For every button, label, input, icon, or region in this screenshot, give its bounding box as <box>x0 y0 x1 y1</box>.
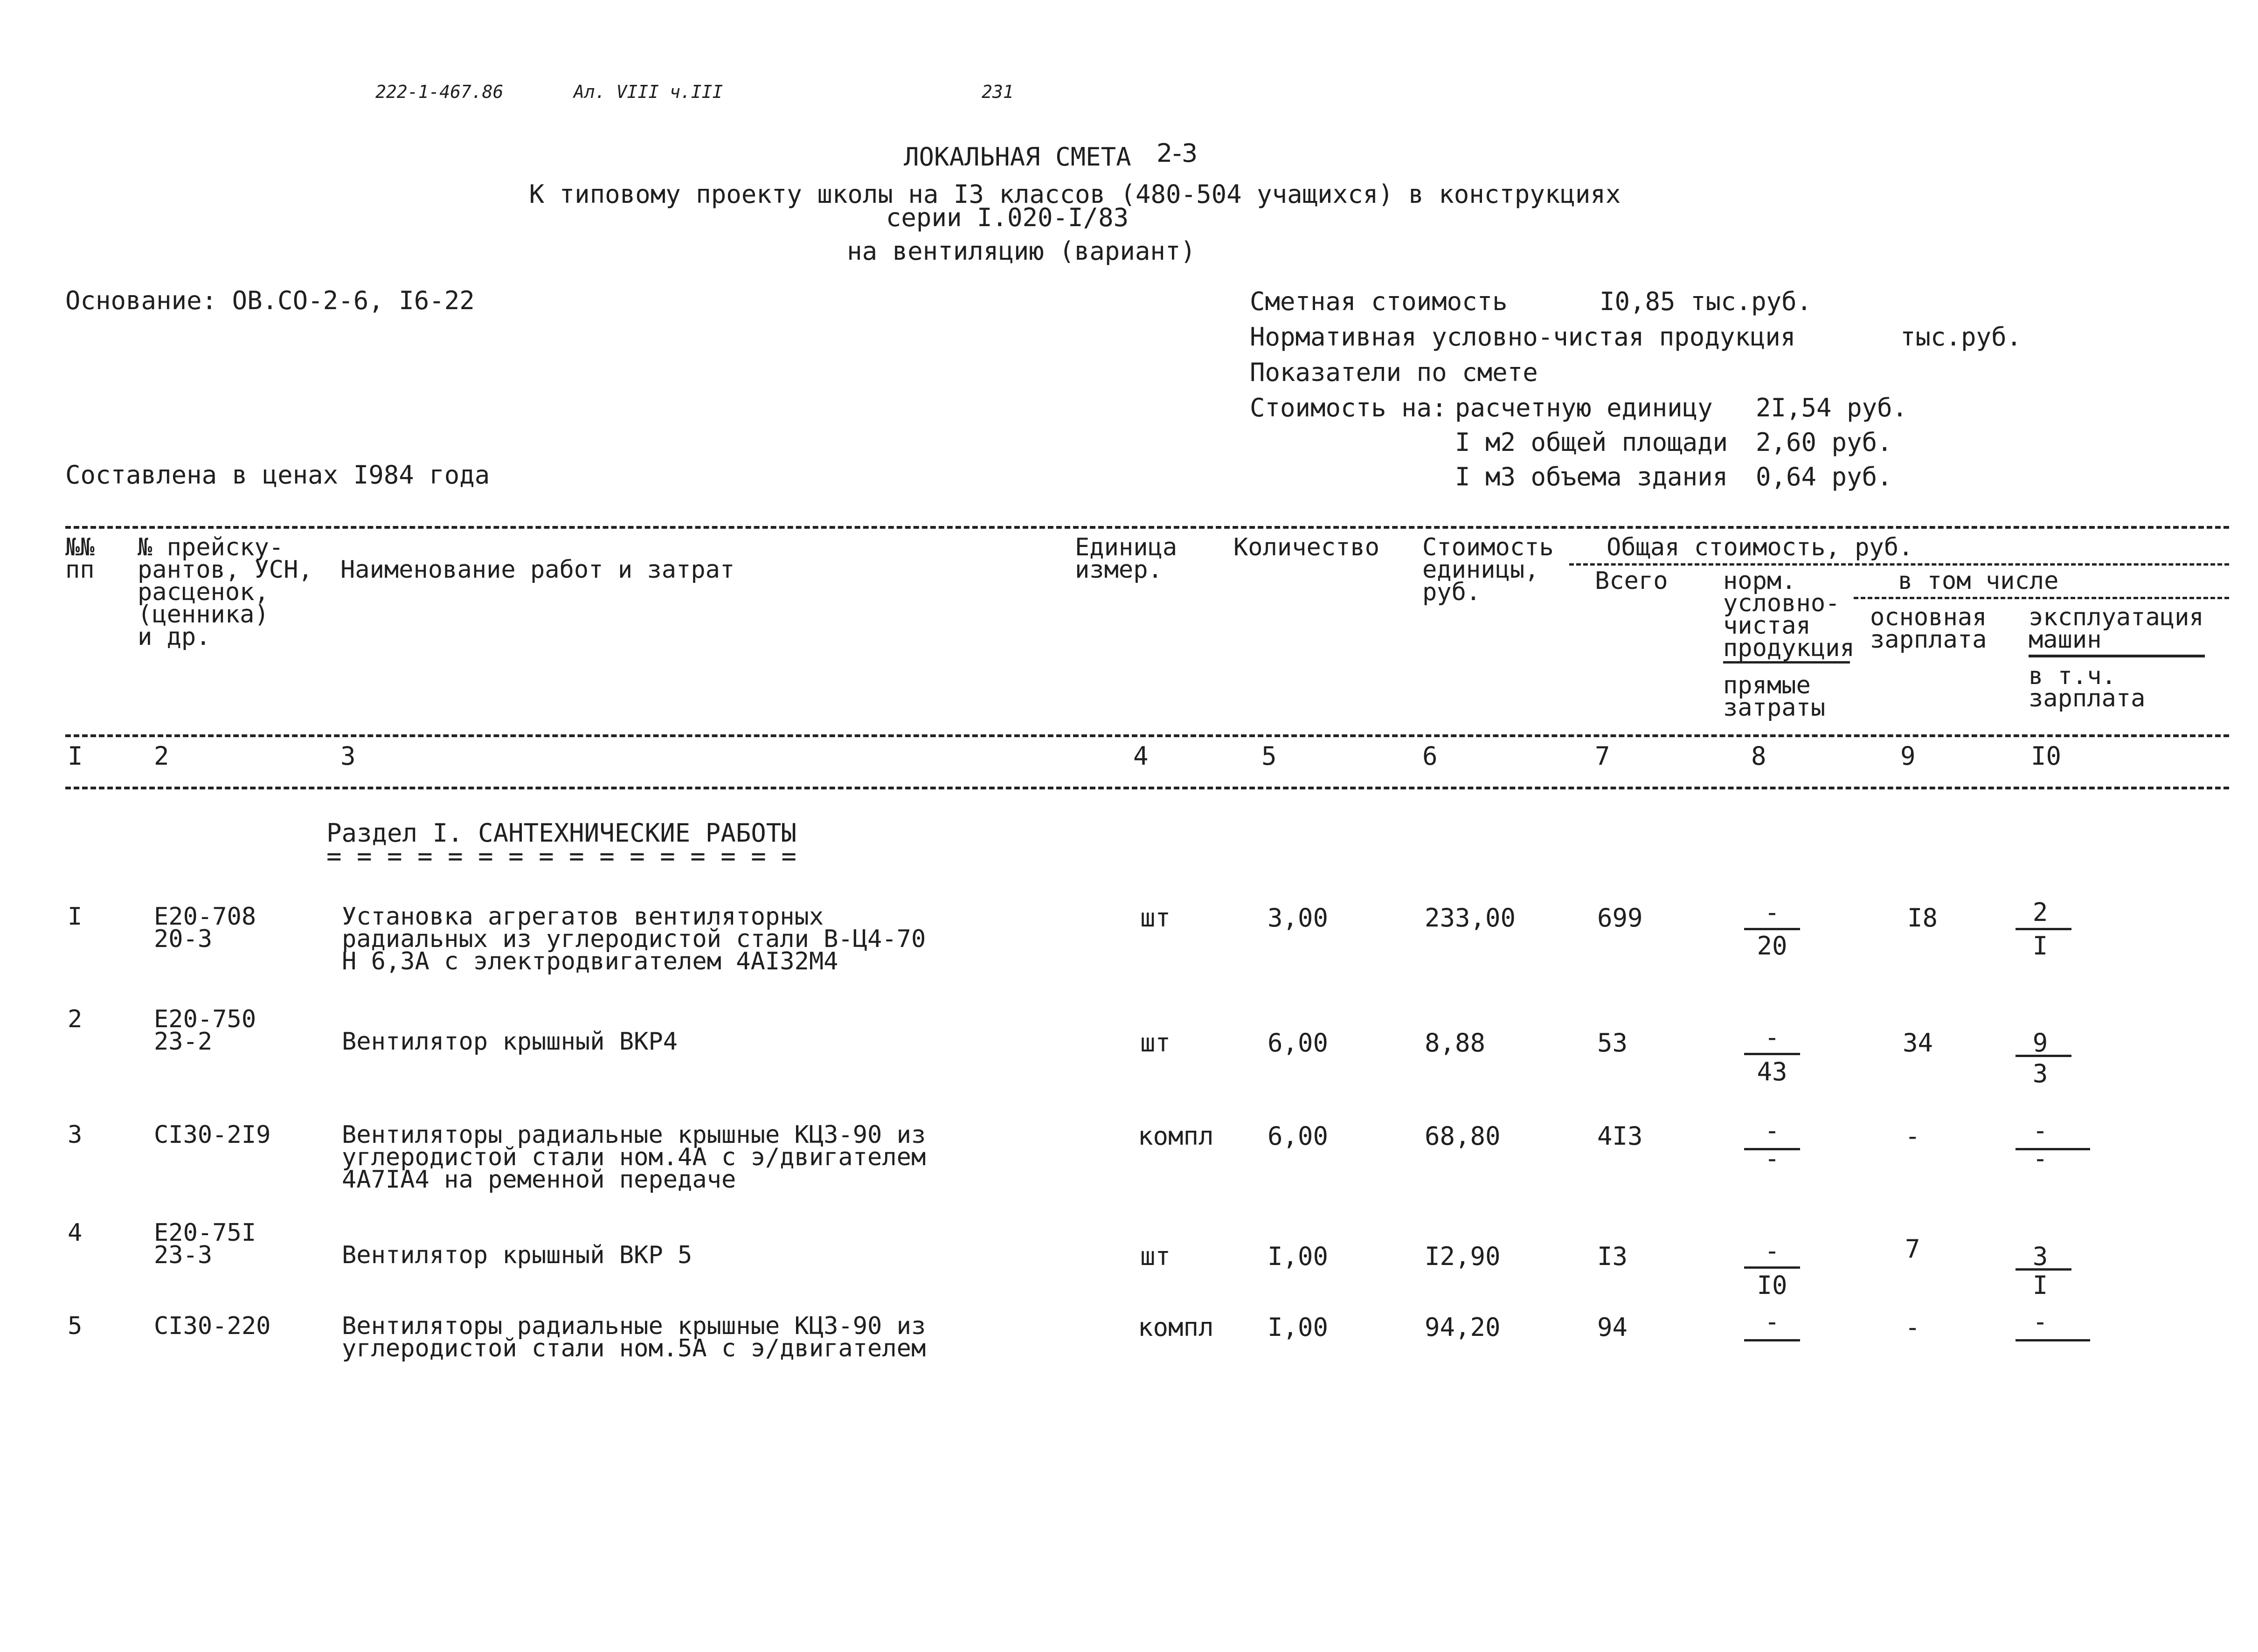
col-header-machine-operation: эксплуатация <box>2029 603 2204 631</box>
col-number: I <box>68 741 83 771</box>
row-number: 4 <box>68 1219 83 1247</box>
floor-area-value: 2,60 руб. <box>1756 428 1892 457</box>
row-price-ref: СI30-2I9 <box>154 1121 271 1149</box>
row-price-ref: СI30-220 <box>154 1312 271 1340</box>
basis-reference: Основание: ОВ.СО-2-6, I6-22 <box>65 286 475 315</box>
row-machine-salary: I <box>2032 1271 2048 1300</box>
fraction-bar <box>2016 1055 2071 1057</box>
row-machine-salary: - <box>2032 1144 2048 1173</box>
row-base-salary: 34 <box>1903 1028 1933 1058</box>
row-number: 3 <box>68 1121 83 1149</box>
col-header-direct-costs: прямые затраты <box>1723 671 1826 722</box>
row-machine-salary: 3 <box>2032 1059 2048 1088</box>
row-number: I <box>68 903 83 931</box>
cost-per-label: Стоимость на: <box>1250 393 1447 422</box>
section-title-underline: = = = = = = = = = = = = = = = = <box>326 842 797 871</box>
row-norm-output: - <box>1764 1236 1780 1265</box>
estimated-cost-label: Сметная стоимость <box>1250 287 1508 316</box>
col-header-price-ref: № прейску- рантов, УСН, расценок, (ценника) и др. <box>138 533 313 651</box>
header-mid-rule <box>65 734 2229 737</box>
row-number: 2 <box>68 1005 83 1033</box>
row-work-name: Вентилятор крышный ВКР4 <box>342 1028 678 1056</box>
row-unit: компл <box>1138 1121 1214 1151</box>
row-base-salary: - <box>1905 1313 1920 1342</box>
row-total: 94 <box>1597 1313 1628 1342</box>
row-total: I3 <box>1597 1242 1628 1271</box>
indicators-label: Показатели по смете <box>1250 358 1538 387</box>
subtitle-series: серии I.020-I/83 <box>886 203 1129 232</box>
row-unit: шт <box>1140 1242 1171 1271</box>
row-unit: шт <box>1140 1028 1171 1058</box>
col-number: 7 <box>1595 741 1610 771</box>
row-machine-cost: 2 <box>2032 898 2048 927</box>
row-price-ref: Е20-75I 23-3 <box>154 1219 256 1269</box>
row-quantity: 6,00 <box>1268 1028 1329 1058</box>
calc-unit-value: 2I,54 руб. <box>1756 393 1908 422</box>
album-reference: Ал. VIII ч.III <box>574 82 723 102</box>
col-header-number: №№ пп <box>65 533 95 584</box>
price-level-note: Составлена в ценах I984 года <box>65 460 490 490</box>
normative-output-unit: тыс.руб. <box>1900 322 2022 352</box>
col-header-total: Всего <box>1595 567 1668 595</box>
row-total: 4I3 <box>1597 1121 1643 1151</box>
col-number: 3 <box>340 741 356 771</box>
row-quantity: I,00 <box>1268 1242 1329 1271</box>
col-number: 8 <box>1751 741 1766 771</box>
col-header-total-cost-group: Общая стоимость, руб. <box>1607 533 1913 561</box>
col-header-base-salary: основная зарплата <box>1870 603 1987 654</box>
fraction-bar <box>1744 1053 1800 1055</box>
col-header-norm-cond: условно- чистая <box>1723 589 1840 640</box>
page-title: ЛОКАЛЬНАЯ СМЕТА <box>904 142 1131 172</box>
estimated-cost-value: I0,85 тыс.руб. <box>1600 287 1812 316</box>
row-base-salary: I8 <box>1907 903 1938 933</box>
fraction-bar <box>2016 928 2071 930</box>
row-machine-cost: - <box>2032 1116 2048 1145</box>
header-bottom-rule <box>65 787 2229 789</box>
subtitle-section: на вентиляцию (вариант) <box>847 236 1196 266</box>
row-base-salary: - <box>1905 1121 1920 1151</box>
fraction-bar <box>2016 1339 2090 1341</box>
col-header-incl-salary: в т.ч. зарплата <box>2029 662 2146 712</box>
including-group-rule <box>1854 597 2229 599</box>
row-machine-cost: - <box>2032 1307 2048 1336</box>
col-header-norm-output: продукция <box>1723 634 1855 662</box>
calc-unit-label: расчетную единицу <box>1455 393 1713 422</box>
col-number: 6 <box>1422 741 1438 771</box>
row-number: 5 <box>68 1312 83 1340</box>
fraction-bar <box>1744 1266 1800 1269</box>
section-title: Раздел I. САНТЕХНИЧЕСКИЕ РАБОТЫ <box>326 818 797 848</box>
row-total: 53 <box>1597 1028 1628 1058</box>
row-direct-costs: - <box>1764 1144 1780 1173</box>
col-header-work-name: Наименование работ и затрат <box>340 556 735 584</box>
row-direct-costs: 43 <box>1757 1057 1787 1086</box>
row-unit-cost: 8,88 <box>1425 1028 1486 1058</box>
col-header-machines: машин <box>2029 626 2102 654</box>
row-work-name: Вентиляторы радиальные крышные КЦЗ-90 из углеродистой стали ном.4А с э/двигателем 4А7IА4 на ременной передаче <box>342 1121 926 1194</box>
fraction-bar <box>1744 1339 1800 1341</box>
row-norm-output: - <box>1764 898 1780 927</box>
total-group-rule <box>1569 563 2229 566</box>
row-price-ref: Е20-708 20-3 <box>154 903 256 953</box>
building-volume-label: I м3 объема здания <box>1455 462 1728 491</box>
document-code: 222-1-467.86 <box>375 82 504 102</box>
row-unit-cost: 233,00 <box>1425 903 1516 933</box>
fraction-bar <box>2016 1148 2090 1150</box>
col-number: 2 <box>154 741 169 771</box>
row-norm-output: - <box>1764 1307 1780 1336</box>
machines-underline <box>2029 655 2205 657</box>
col-header-including-group: в том числе <box>1898 567 2059 595</box>
row-base-salary: 7 <box>1905 1234 1920 1264</box>
row-total: 699 <box>1597 903 1643 933</box>
row-unit-cost: I2,90 <box>1425 1242 1501 1271</box>
row-direct-costs: 20 <box>1757 931 1787 961</box>
row-price-ref: Е20-750 23-2 <box>154 1005 256 1056</box>
row-norm-output: - <box>1764 1023 1780 1052</box>
header-top-rule <box>65 526 2229 529</box>
row-quantity: 3,00 <box>1268 903 1329 933</box>
row-direct-costs: I0 <box>1757 1271 1787 1300</box>
row-quantity: 6,00 <box>1268 1121 1329 1151</box>
floor-area-label: I м2 общей площади <box>1455 428 1728 457</box>
norm-output-underline <box>1723 661 1850 664</box>
page-number: 231 <box>982 82 1014 102</box>
row-quantity: I,00 <box>1268 1313 1329 1342</box>
col-header-norm: норм. <box>1723 567 1796 595</box>
row-work-name: Вентилятор крышный ВКР 5 <box>342 1241 693 1269</box>
col-header-quantity: Количество <box>1233 533 1380 561</box>
normative-output-label: Нормативная условно-чистая продукция <box>1250 322 1796 352</box>
building-volume-value: 0,64 руб. <box>1756 462 1892 491</box>
fraction-bar <box>1744 928 1800 930</box>
col-number: 4 <box>1133 741 1149 771</box>
row-norm-output: - <box>1764 1116 1780 1145</box>
col-number: 9 <box>1900 741 1916 771</box>
row-unit: компл <box>1138 1313 1214 1342</box>
col-header-unit-cost: Стоимость единицы, руб. <box>1422 533 1554 606</box>
row-work-name: Установка агрегатов вентиляторных радиальных из углеродистой стали В-Ц4-70 Н 6,3А с электродвигателем 4АI32М4 <box>342 903 926 975</box>
row-machine-cost: 3 <box>2032 1242 2048 1271</box>
row-machine-salary: I <box>2032 931 2048 961</box>
row-unit: шт <box>1140 903 1171 933</box>
smeta-number: 2-3 <box>1157 138 1198 168</box>
row-machine-cost: 9 <box>2032 1028 2048 1058</box>
row-unit-cost: 68,80 <box>1425 1121 1501 1151</box>
row-work-name: Вентиляторы радиальные крышные КЦЗ-90 из углеродистой стали ном.5А с э/двигателем <box>342 1312 926 1362</box>
col-header-unit: Единица измер. <box>1075 533 1177 584</box>
row-unit-cost: 94,20 <box>1425 1313 1501 1342</box>
col-number: 5 <box>1261 741 1277 771</box>
col-number: I0 <box>2031 741 2062 771</box>
subtitle-project: К типовому проекту школы на I3 классов (480-504 учащихся) в конструкциях <box>529 180 1621 209</box>
